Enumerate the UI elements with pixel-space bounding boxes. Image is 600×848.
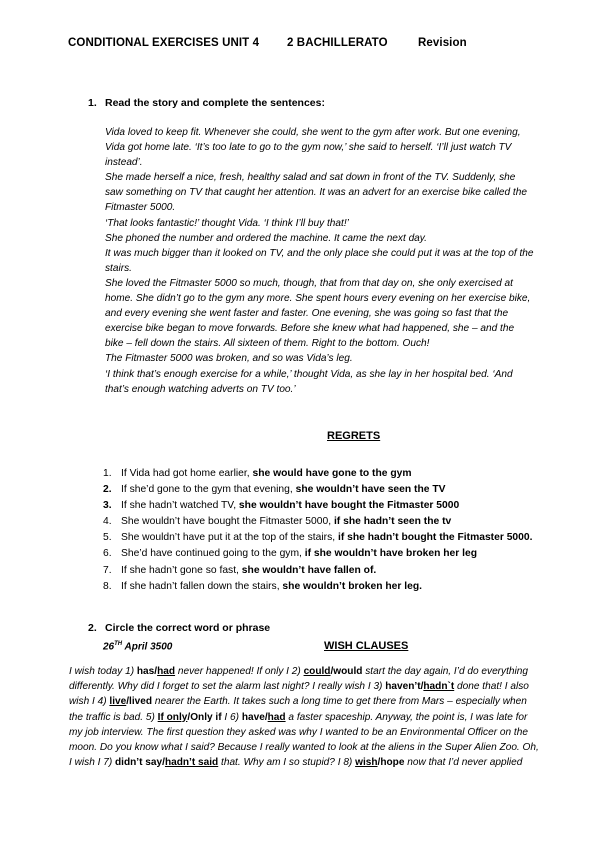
item-prompt: She wouldn’t have put it at the top of the stairs,	[121, 532, 338, 544]
date-day: 26	[103, 641, 115, 653]
option-live-circled: live	[109, 696, 127, 708]
item-prompt: If she hadn’t watched TV,	[121, 500, 239, 512]
item-number: 4.	[103, 516, 112, 528]
list-item	[103, 530, 533, 546]
option-separator: /	[162, 757, 165, 769]
document-title: CONDITIONAL EXERCISES UNIT 4	[68, 37, 260, 49]
regrets-heading: REGRETS	[327, 430, 381, 442]
regrets-list	[103, 466, 533, 595]
item-answer: she wouldn’t have bought the Fitmaster 5000	[238, 500, 460, 512]
document-header	[68, 37, 467, 49]
option-wish-circled: wish	[355, 757, 378, 769]
text-run: I 6)	[221, 711, 242, 723]
list-item	[103, 514, 533, 530]
story-paragraph: She phoned the number and ordered the machine. It came the next day.	[105, 232, 427, 244]
option-would: /would	[330, 666, 363, 677]
story-paragraph: She loved the Fitmaster 5000 so much, though, that from that day on, she only exercised at home. She didn’t go to the gym any more. She spent hours every evening on her exercise bike, and every evening she went faster and faster. One evening, she was going so fast that the exercise bike began to move forwards. Before she knew what had happened, she – and the bike – fell down the stairs. All sixteen of them. Right to the bottom. Ouch!	[105, 277, 531, 350]
course-level: 2 BACHILLERATO	[287, 37, 388, 49]
option-hadnt-circled: hadn`t	[423, 681, 455, 693]
option-lived: /lived	[126, 696, 153, 708]
item-prompt: If she’d gone to the gym that evening,	[121, 484, 296, 496]
item-number: 3.	[103, 500, 112, 512]
list-item	[103, 579, 533, 595]
exercise-2-number: 2.	[88, 622, 97, 634]
text-run: start the day again, I’d do everything differently. Why did I forget to set the alarm last night? I really wish I 3)	[69, 666, 528, 693]
text-run: now that I’d never applied	[404, 757, 523, 769]
story-paragraph: ‘That looks fantastic!’ thought Vida. ‘I think I’ll buy that!’	[105, 217, 349, 229]
item-answer: if she wouldn’t have broken her leg	[304, 548, 477, 560]
exercise-1-number: 1.	[88, 97, 97, 109]
text-run: I wish today 1)	[69, 666, 137, 677]
option-didnt-say: didn’t say	[115, 757, 163, 769]
option-separator: /	[264, 711, 268, 723]
item-answer: she would have gone to the gym	[252, 468, 412, 479]
story-paragraph: ‘I think that’s enough exercise for a while,’ thought Vida, as she lay in her hospital bed. ‘And that’s enough watching adverts on TV too.’	[105, 368, 513, 395]
item-number: 8.	[103, 580, 112, 592]
item-number: 5.	[103, 532, 112, 544]
story-text	[105, 125, 535, 397]
list-item	[103, 498, 533, 514]
text-run: a faster spaceship. Anyway, the point is, I was late for my job interview. The first question they asked was why I wanted to be an Environmental Officer on the moon. Do you know what I said? Because I really wanted to look at the aliens in the Super Alien Zoo. Oh, I wish I 7)	[69, 711, 539, 769]
option-only-if: /Only if	[187, 711, 222, 723]
text-run: never happened! If only I 2)	[175, 666, 304, 677]
item-prompt: If she hadn’t fallen down the stairs,	[121, 580, 283, 592]
text-run: nearer the Earth. It takes such a long time to get there from Mars – especially when the traffic is bad. 5)	[69, 696, 527, 723]
list-item	[103, 563, 533, 579]
option-had-circled: had	[267, 711, 286, 723]
item-prompt: If she hadn’t gone so fast,	[121, 564, 242, 576]
option-separator: /	[154, 666, 158, 677]
item-prompt: She wouldn’t have bought the Fitmaster 5000,	[121, 516, 334, 528]
wish-clauses-text	[69, 664, 539, 770]
option-havent: haven’t	[385, 681, 421, 693]
option-has: has	[136, 666, 155, 677]
revision-tag: Revision	[418, 37, 467, 49]
text-run: that. Why am I so stupid? I 8)	[218, 757, 356, 769]
story-paragraph: The Fitmaster 5000 was broken, and so was Vida’s leg.	[105, 353, 353, 365]
option-could-circled: could	[303, 666, 331, 677]
item-answer: she wouldn’t have seen the TV	[295, 484, 446, 496]
option-have: have	[241, 711, 265, 723]
item-prompt: She’d have continued going to the gym,	[121, 548, 305, 560]
item-number: 2.	[103, 484, 112, 496]
option-separator: /	[420, 681, 424, 693]
item-number: 6.	[103, 548, 112, 560]
list-item	[103, 466, 533, 482]
item-answer: she wouldn’t have fallen of.	[241, 564, 377, 576]
item-answer: she wouldn’t broken her leg.	[282, 580, 423, 592]
exercise-1-text: Read the story and complete the sentences:	[105, 97, 325, 109]
diary-date	[103, 641, 172, 652]
item-answer: if she hadn’t bought the Fitmaster 5000.	[337, 532, 533, 544]
list-item	[103, 546, 533, 562]
option-hadnt-said-circled: hadn’t said	[164, 757, 219, 769]
list-item	[103, 482, 533, 498]
date-rest: April 3500	[122, 641, 173, 653]
exercise-2-text: Circle the correct word or phrase	[105, 622, 271, 634]
date-suffix: TH	[114, 641, 123, 647]
wish-clauses-heading: WISH CLAUSES	[324, 640, 409, 652]
exercise-2-instruction	[88, 622, 270, 634]
story-paragraph: She made herself a nice, fresh, healthy salad and sat down in front of the TV. Suddenly, she saw something on TV that caught her attention. It was an advert for an exercise bike called the Fitmaster 5000.	[105, 172, 527, 214]
exercise-1-instruction	[88, 97, 325, 109]
option-had-circled: had	[157, 666, 176, 677]
item-answer: if she hadn’t seen the tv	[333, 516, 452, 528]
option-hope: /hope	[377, 757, 405, 769]
story-paragraph: Vida loved to keep fit. Whenever she could, she went to the gym after work. But one evening, Vida got home late. ‘It’s too late to go to the gym now,’ she said to herself. ‘I’ll just watch TV instead’.	[105, 127, 521, 169]
option-if-only-circled: If only	[157, 711, 188, 723]
text-run: done that! I also wish I 4)	[69, 681, 529, 708]
item-number: 1.	[103, 468, 112, 479]
item-prompt: If Vida had got home earlier,	[121, 468, 253, 479]
item-number: 7.	[103, 564, 112, 576]
story-paragraph: It was much bigger than it looked on TV, and the only place she could put it was at the top of the stairs.	[105, 247, 534, 274]
